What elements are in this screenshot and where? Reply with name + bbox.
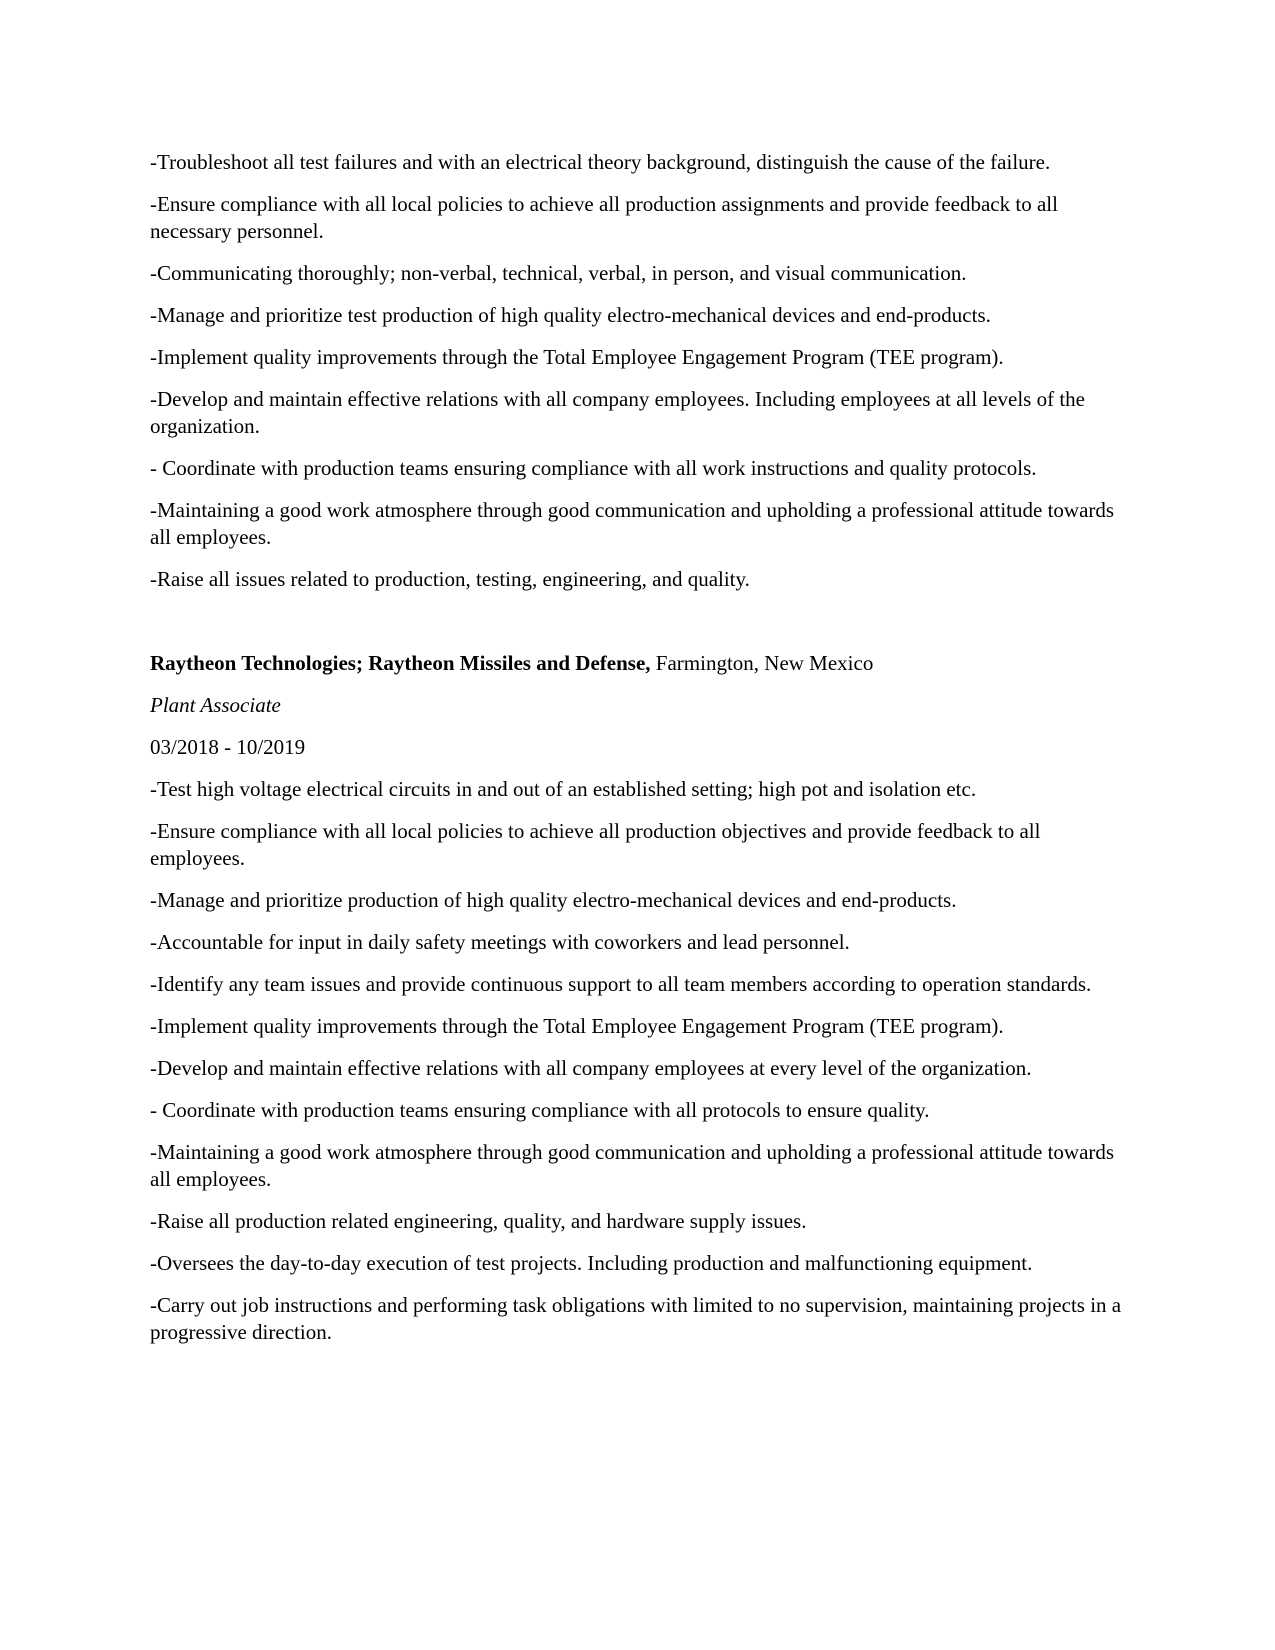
duty-bullet: -Develop and maintain effective relations with all company employees at every level of the organization.	[150, 1056, 1032, 1080]
company-name: Raytheon Technologies; Raytheon Missiles and Defense,	[150, 651, 651, 675]
duty-bullet: -Troubleshoot all test failures and with an electrical theory background, distinguish the cause of the failure.	[150, 150, 1051, 174]
job-entry-raytheon	[150, 650, 1130, 1346]
duty-bullet: -Raise all production related engineering, quality, and hardware supply issues.	[150, 1209, 807, 1233]
duty-bullet: -Manage and prioritize production of high quality electro-mechanical devices and end-products.	[150, 888, 957, 912]
previous-job-duties	[150, 149, 1130, 593]
duty-bullet: -Ensure compliance with all local policies to achieve all production objectives and provide feedback to all employees.	[150, 819, 1041, 870]
section-spacer	[150, 608, 1130, 650]
duty-bullet: -Ensure compliance with all local policies to achieve all production assignments and provide feedback to all necessary personnel.	[150, 192, 1058, 243]
duty-bullet: -Communicating thoroughly; non-verbal, technical, verbal, in person, and visual communication.	[150, 261, 967, 285]
duty-bullet: -Maintaining a good work atmosphere through good communication and upholding a professional attitude towards all employees.	[150, 1140, 1115, 1191]
duty-bullet: -Carry out job instructions and performing task obligations with limited to no supervision, maintaining projects in a progressive direction.	[150, 1293, 1122, 1344]
duty-bullet: -Accountable for input in daily safety meetings with coworkers and lead personnel.	[150, 930, 850, 954]
duty-bullet: - Coordinate with production teams ensuring compliance with all work instructions and quality protocols.	[150, 456, 1037, 480]
duty-bullet: -Maintaining a good work atmosphere through good communication and upholding a professional attitude towards all employees.	[150, 498, 1115, 549]
job-location: Farmington, New Mexico	[650, 651, 874, 675]
job-title: Plant Associate	[150, 693, 281, 717]
duty-bullet: -Implement quality improvements through the Total Employee Engagement Program (TEE program).	[150, 1014, 1004, 1038]
duty-bullet: -Manage and prioritize test production of high quality electro-mechanical devices and end-products.	[150, 303, 991, 327]
duty-bullet: -Raise all issues related to production, testing, engineering, and quality.	[150, 567, 750, 591]
duty-bullet: -Identify any team issues and provide continuous support to all team members according to operation standards.	[150, 972, 1092, 996]
job-dates: 03/2018 - 10/2019	[150, 735, 306, 759]
duty-bullet: -Implement quality improvements through the Total Employee Engagement Program (TEE program).	[150, 345, 1004, 369]
duty-bullet: - Coordinate with production teams ensuring compliance with all protocols to ensure quality.	[150, 1098, 930, 1122]
page-content	[150, 149, 1130, 1361]
duty-bullet: -Develop and maintain effective relations with all company employees. Including employees at all levels of the organization.	[150, 387, 1085, 438]
duty-bullet: -Test high voltage electrical circuits in and out of an established setting; high pot and isolation etc.	[150, 777, 977, 801]
job-header	[150, 650, 1130, 677]
duty-bullet: -Oversees the day-to-day execution of test projects. Including production and malfunctioning equipment.	[150, 1251, 1033, 1275]
